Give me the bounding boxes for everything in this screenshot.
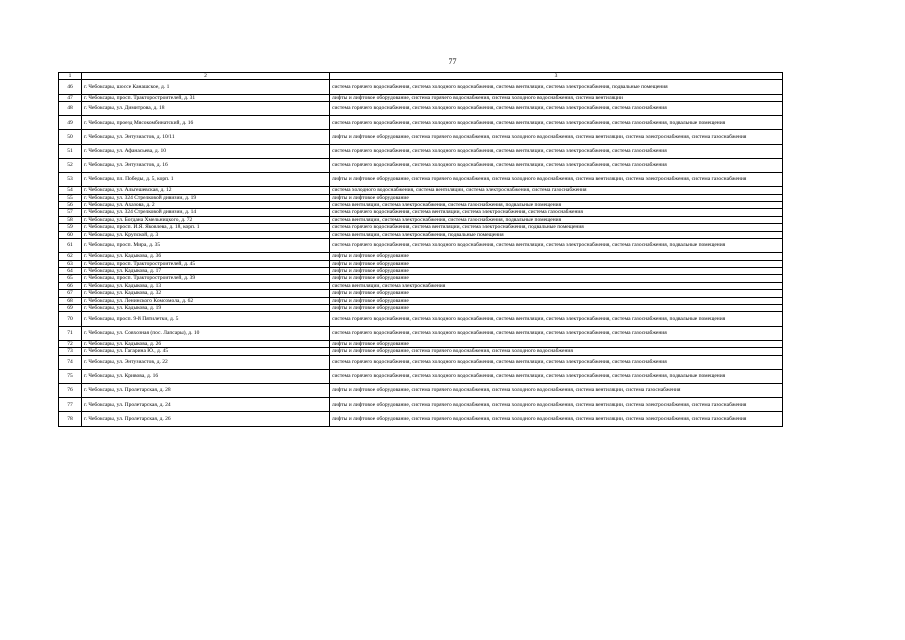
row-systems: лифты и лифтовое оборудование, система горячего водоснабжения, система холодного водоснабжения, система вентиляции, система электроснабжения, система газоснабжения (330, 412, 783, 426)
table-row (59, 412, 783, 426)
row-number: 75 (59, 369, 82, 383)
row-number: 61 (59, 238, 82, 252)
row-number: 52 (59, 158, 82, 172)
table-body (59, 80, 783, 426)
row-number: 67 (59, 290, 82, 297)
table-row (59, 253, 783, 260)
row-systems: система горячего водоснабжения, система холодного водоснабжения, система вентиляции, система электроснабжения, система газоснабжения, подвальные помещения (330, 116, 783, 130)
table-row (59, 297, 783, 304)
table-row (59, 369, 783, 383)
row-number: 49 (59, 116, 82, 130)
table-row (59, 102, 783, 116)
table-row (59, 267, 783, 274)
row-systems: лифты и лифтовое оборудование (330, 275, 783, 282)
table-row (59, 116, 783, 130)
row-address: г. Чебоксары, ул. Афанасьева, д. 10 (82, 144, 330, 158)
row-number: 53 (59, 172, 82, 186)
row-number: 58 (59, 216, 82, 223)
row-number: 68 (59, 297, 82, 304)
row-systems: лифты и лифтовое оборудование (330, 260, 783, 267)
table-row (59, 290, 783, 297)
row-address: г. Чебоксары, ул. Богдана Хмельницкого, д. 72 (82, 216, 330, 223)
row-address: г. Чебоксары, ул. Крупской, д. 3 (82, 231, 330, 238)
row-address: г. Чебоксары, ул. Димитрова, д. 18 (82, 102, 330, 116)
table-row (59, 94, 783, 101)
row-systems: система горячего водоснабжения, система холодного водоснабжения, система вентиляции, система электроснабжения, система газоснабжения (330, 144, 783, 158)
table-header-row (59, 73, 783, 80)
row-systems: лифты и лифтовое оборудование (330, 267, 783, 274)
row-number: 51 (59, 144, 82, 158)
row-number: 46 (59, 80, 82, 94)
column-header-number: 1 (59, 73, 82, 80)
row-number: 70 (59, 312, 82, 326)
row-systems: система горячего водоснабжения, система холодного водоснабжения, система вентиляции, система электроснабжения, система газоснабжения (330, 326, 783, 340)
row-address: г. Чебоксары, просп. Мира, д. 35 (82, 238, 330, 252)
row-systems: система горячего водоснабжения, система холодного водоснабжения, система вентиляции, система электроснабжения, система газоснабжения (330, 158, 783, 172)
row-address: г. Чебоксары, проезд Мясокомбинатский, д. 16 (82, 116, 330, 130)
table-row (59, 260, 783, 267)
row-address: г. Чебоксары, ул. Энтузиастов, д. 16 (82, 158, 330, 172)
row-systems: система горячего водоснабжения, система холодного водоснабжения, система вентиляции, система электроснабжения, система газоснабжения (330, 355, 783, 369)
row-number: 64 (59, 267, 82, 274)
table-row (59, 209, 783, 216)
row-number: 63 (59, 260, 82, 267)
register-table (58, 72, 783, 427)
table-row (59, 282, 783, 289)
table-row (59, 130, 783, 144)
row-systems: система горячего водоснабжения, система вентиляции, система электроснабжения, подвальные помещения (330, 224, 783, 231)
row-number: 73 (59, 348, 82, 355)
table-row (59, 144, 783, 158)
row-number: 48 (59, 102, 82, 116)
row-number: 54 (59, 187, 82, 194)
table-row (59, 216, 783, 223)
table-row (59, 348, 783, 355)
row-address: г. Чебоксары, просп. 9-й Пятилетки, д. 5 (82, 312, 330, 326)
row-address: г. Чебоксары, ул. Пролетарская, д. 26 (82, 412, 330, 426)
row-systems: система горячего водоснабжения, система холодного водоснабжения, система вентиляции, система электроснабжения, система газоснабжения, подвальные помещения (330, 312, 783, 326)
row-systems: лифты и лифтовое оборудование, система горячего водоснабжения, система холодного водоснабжения, система вентиляции, система электроснабжения, система газоснабжения (330, 172, 783, 186)
row-systems: лифты и лифтовое оборудование (330, 340, 783, 347)
table-row (59, 326, 783, 340)
table-row (59, 158, 783, 172)
row-systems: лифты и лифтовое оборудование (330, 305, 783, 312)
row-address: г. Чебоксары, ул. Энтузиастов, д. 10/11 (82, 130, 330, 144)
table-row (59, 398, 783, 412)
row-number: 69 (59, 305, 82, 312)
table-row (59, 305, 783, 312)
row-address: г. Чебоксары, ул. Кадыкова, д. 19 (82, 305, 330, 312)
row-systems: лифты и лифтовое оборудование (330, 253, 783, 260)
row-number: 59 (59, 224, 82, 231)
row-address: г. Чебоксары, ул. Кривова, д. 16 (82, 369, 330, 383)
row-number: 60 (59, 231, 82, 238)
row-address: г. Чебоксары, ул. Кадыкова, д. 26 (82, 340, 330, 347)
page-number: 77 (448, 57, 457, 66)
table-row (59, 172, 783, 186)
row-number: 74 (59, 355, 82, 369)
table-row (59, 80, 783, 94)
row-number: 57 (59, 209, 82, 216)
row-number: 78 (59, 412, 82, 426)
row-address: г. Чебоксары, ул. Совхозная (пос. Лапсары), д. 10 (82, 326, 330, 340)
row-number: 62 (59, 253, 82, 260)
row-systems: система вентиляции, система электроснабжения, подвальные помещения (330, 231, 783, 238)
row-address: г. Чебоксары, ул. Кадыкова, д. 13 (82, 282, 330, 289)
row-address: г. Чебоксары, просп. Тракторостроителей, д. 45 (82, 260, 330, 267)
row-number: 50 (59, 130, 82, 144)
row-address: г. Чебоксары, ул. Ленинского Комсомола, д. 62 (82, 297, 330, 304)
column-header-address: 2 (82, 73, 330, 80)
table-row (59, 187, 783, 194)
row-address: г. Чебоксары, ул. Ахазова, д. 2 (82, 201, 330, 208)
row-number: 77 (59, 398, 82, 412)
table-row (59, 340, 783, 347)
row-systems: система вентиляции, система электроснабжения, система газоснабжения, подвальные помещения (330, 216, 783, 223)
row-address: г. Чебоксары, ул. 324 Стрелковой дивизии, д. 14 (82, 209, 330, 216)
row-address: г. Чебоксары, ул. Кадыкова, д. 36 (82, 253, 330, 260)
table-row (59, 238, 783, 252)
row-systems: система горячего водоснабжения, система холодного водоснабжения, система вентиляции, система электроснабжения, подвальные помещения (330, 80, 783, 94)
row-number: 65 (59, 275, 82, 282)
table-row (59, 224, 783, 231)
row-systems: система вентиляции, система электроснабжения (330, 282, 783, 289)
row-systems: лифты и лифтовое оборудование, система горячего водоснабжения, система холодного водоснабжения, система вентиляции, система газоснабжения (330, 383, 783, 397)
row-systems: лифты и лифтовое оборудование, система горячего водоснабжения, система холодного водоснабжения, система вентиляции (330, 94, 783, 101)
table-row (59, 201, 783, 208)
row-number: 55 (59, 194, 82, 201)
row-systems: система горячего водоснабжения, система холодного водоснабжения, система вентиляции, система электроснабжения, система газоснабжения, подвальные помещения (330, 369, 783, 383)
row-systems: система горячего водоснабжения, система холодного водоснабжения, система вентиляции, система электроснабжения, система газоснабжения, подвальные помещения (330, 238, 783, 252)
row-number: 71 (59, 326, 82, 340)
row-systems: система вентиляции, система электроснабжения, система газоснабжения, подвальные помещения (330, 201, 783, 208)
row-systems: лифты и лифтовое оборудование (330, 194, 783, 201)
row-systems: система горячего водоснабжения, система вентиляции, система электроснабжения, система газоснабжения (330, 209, 783, 216)
row-systems: лифты и лифтовое оборудование (330, 290, 783, 297)
row-number: 66 (59, 282, 82, 289)
row-systems: система горячего водоснабжения, система холодного водоснабжения, система вентиляции, система электроснабжения, система газоснабжения (330, 102, 783, 116)
row-address: г. Чебоксары, ул. Кадыкова, д. 17 (82, 267, 330, 274)
row-systems: лифты и лифтовое оборудование (330, 297, 783, 304)
row-systems: лифты и лифтовое оборудование, система горячего водоснабжения, система холодного водоснабжения (330, 348, 783, 355)
row-address: г. Чебоксары, ул. Кадыкова, д. 32 (82, 290, 330, 297)
row-address: г. Чебоксары, ул. Пролетарская, д. 28 (82, 383, 330, 397)
row-address: г. Чебоксары, ул. 324 Стрелковой дивизии, д. 19 (82, 194, 330, 201)
row-number: 76 (59, 383, 82, 397)
column-header-systems: 3 (330, 73, 783, 80)
row-address: г. Чебоксары, ул. Пролетарская, д. 24 (82, 398, 330, 412)
row-address: г. Чебоксары, ул. Гагарина Ю., д. 45 (82, 348, 330, 355)
row-address: г. Чебоксары, просп. Тракторостроителей, д. 39 (82, 275, 330, 282)
row-address: г. Чебоксары, просп. И.Я. Яковлева, д. 18, корп. 1 (82, 224, 330, 231)
table-row (59, 194, 783, 201)
row-systems: лифты и лифтовое оборудование, система горячего водоснабжения, система холодного водоснабжения, система вентиляции, система электроснабжения, система газоснабжения (330, 130, 783, 144)
table-row (59, 312, 783, 326)
row-number: 47 (59, 94, 82, 101)
table-row (59, 275, 783, 282)
row-number: 72 (59, 340, 82, 347)
row-address: г. Чебоксары, просп. Тракторостроителей, д. 31 (82, 94, 330, 101)
table-row (59, 231, 783, 238)
row-address: г. Чебоксары, ул. Энтузиастов, д. 22 (82, 355, 330, 369)
table-row (59, 355, 783, 369)
row-address: г. Чебоксары, пл. Победы, д. 5, корп. 1 (82, 172, 330, 186)
row-address: г. Чебоксары, шоссе Канашское, д. 1 (82, 80, 330, 94)
row-number: 56 (59, 201, 82, 208)
row-systems: лифты и лифтовое оборудование, система горячего водоснабжения, система холодного водоснабжения, система вентиляции, система электроснабжения, система газоснабжения (330, 398, 783, 412)
row-address: г. Чебоксары, ул. Альгешевская, д. 12 (82, 187, 330, 194)
table-row (59, 383, 783, 397)
row-systems: система холодного водоснабжения, система вентиляции, система электроснабжения, система газоснабжения (330, 187, 783, 194)
